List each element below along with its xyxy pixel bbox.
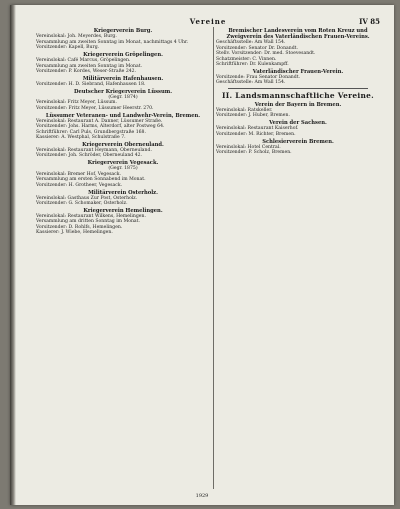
- entry-title: Vaterländischer Frauen-Verein.: [252, 69, 344, 76]
- directory-entry: [216, 139, 380, 156]
- running-header: [36, 17, 380, 27]
- entry-title: Militärverein Osterholz.: [88, 189, 158, 196]
- entry-line: Versammlung am zweiten Sonntag im Monat, nachmittags 4 Uhr.: [36, 39, 189, 45]
- entry-line: Schriftführer: Dr. Kulenkampff.: [216, 62, 289, 68]
- entry-line: Vereinslokal: Restaurant A. Danner, Lüssumer Straße.: [36, 118, 163, 124]
- entry-title: Kriegerverein Oberneuland.: [82, 142, 164, 149]
- entry-line: Vorsitzender: G. Schomaker, Osterholz.: [36, 201, 128, 207]
- section-divider: [228, 88, 368, 89]
- directory-entry: [216, 28, 380, 67]
- entry-line: Vorsitzender: P. Scholz, Bremen.: [216, 150, 292, 156]
- directory-entry: [36, 190, 210, 207]
- directory-entry: [36, 113, 210, 141]
- directory-entry: [216, 120, 380, 137]
- entry-note: (Gegr. 1875): [108, 166, 138, 172]
- entry-line: Vorsitzender: J. Huber, Bremen.: [216, 113, 290, 119]
- entry-line: Vorsitzender: Fritz Meyer, Lüssumer Heerstr. 270.: [36, 105, 154, 111]
- entry-line: Vereinslokal: Restaurant Heymann, Oberneuland.: [36, 148, 152, 154]
- entry-line: Kassierer: A. Westphal, Schulstraße 7.: [36, 135, 126, 141]
- entry-line: Schatzmeister: C. Vinnen.: [216, 56, 277, 62]
- entry-line: Vorsitzender: H. D. Siebrand, Hafenhausen 18.: [36, 82, 146, 88]
- entry-line: Versammlung am zweiten Sonntag im Monat.: [36, 63, 143, 69]
- directory-entry: [36, 160, 210, 188]
- entry-title: Kriegerverein Hemelingen.: [83, 208, 163, 215]
- directory-entry: [36, 142, 210, 159]
- entry-line: Vorsitzender: D. Rohlfs, Hemelingen.: [36, 224, 123, 230]
- entry-line: Vereinslokal: Café Marcus, Gröpelingen.: [36, 58, 131, 64]
- entry-title: Kriegerverein Gröpelingen.: [83, 52, 163, 59]
- entry-line: Schriftführer: Carl Puls, Grundbergstraße 168.: [36, 129, 146, 135]
- entry-title: Lüssumer Veteranen- und Landwehr-Verein, Bremen.: [45, 112, 201, 119]
- footer-mark: 1929: [195, 493, 209, 499]
- entry-title: Verein der Bayern in Bremen.: [254, 101, 342, 108]
- entry-line: Vereinslokal: Restaurant Kaiserhof.: [216, 126, 299, 132]
- entry-title: Kriegerverein Burg.: [93, 28, 153, 35]
- directory-entry: [36, 76, 210, 87]
- directory-entry: [216, 69, 380, 86]
- entry-line: Vorsitzender: Kapell, Burg.: [36, 45, 100, 51]
- entry-line: Vorsitzender: P. Kordes, Weser-Straße 242.: [36, 69, 137, 75]
- entry-title: Deutscher Kriegerverein Lüssum.: [73, 89, 173, 96]
- directory-entry: [36, 52, 210, 74]
- entry-line: Versammlung am dritten Sonntag im Monat.: [36, 219, 140, 225]
- entry-title: Bremischer Landesverein vom Roten Kreuz und Zweigverein des Vaterländischen Frauen-Vereins.: [226, 28, 370, 41]
- right-column-entries: [216, 28, 380, 85]
- entry-title: Schlesierverein Bremen.: [262, 138, 334, 145]
- entry-line: Vorsitzender: Johs. Harms, Alterdorf, alter Postweg 64.: [36, 124, 165, 130]
- entry-line: Vereinslokal: Fritz Meyer, Lüssum.: [36, 100, 117, 106]
- entry-line: Vorsitzender: Joh. Schröder, Oberneuland 42.: [36, 153, 143, 159]
- entry-line: Stellv. Vorsitzender: Dr. med. Stoevesandt.: [216, 51, 316, 57]
- entry-title: Verein der Sachsen.: [269, 120, 327, 127]
- entry-line: Geschäftsstelle: Am Wall 154.: [216, 40, 286, 46]
- column-divider: [213, 27, 214, 489]
- entry-line: Vorsitzender: Senator Dr. Donandt.: [216, 45, 298, 51]
- page-number: IV 85: [359, 17, 380, 26]
- directory-entry: [36, 208, 210, 236]
- entry-line: Vereinslokal: Gasthaus Zur Post, Osterholz.: [36, 195, 138, 201]
- book-page: [10, 5, 394, 505]
- entry-line: Vereinslokal: Bremer Hof, Vegesack.: [36, 171, 121, 177]
- entry-line: Versammlung am ersten Sonnabend im Monat.: [36, 177, 146, 183]
- directory-entry: [216, 102, 380, 119]
- entry-line: Geschäftsstelle: Am Wall 154.: [216, 80, 286, 86]
- book-spine-shadow: [10, 5, 16, 505]
- section-title: II. Landsmannschaftliche Vereine.: [222, 90, 374, 100]
- entry-line: Kassierer: J. Wiebe, Hemelingen.: [36, 230, 113, 236]
- entry-title: Kriegerverein Vegesack.: [87, 160, 159, 167]
- entry-line: Vorsitzender: M. Richter, Bremen.: [216, 131, 296, 137]
- directory-entry: [36, 28, 210, 50]
- section-entries: [216, 102, 380, 156]
- directory-entry: [36, 89, 210, 111]
- entry-line: Vorsitzender: H. Grotheer, Vegesack.: [36, 182, 123, 188]
- right-column: [216, 27, 380, 489]
- entry-line: Vereinslokal: Hotel Central.: [216, 144, 281, 150]
- left-column: [36, 27, 210, 489]
- entry-line: Vereinslokal: Joh. Meyerdes, Burg.: [36, 34, 117, 40]
- entry-line: Vereinslokal: Restaurant Wilkens, Hemelingen.: [36, 214, 146, 220]
- entry-line: Vorsitzende: Frau Senator Donandt.: [216, 75, 301, 81]
- running-header-title: Vereine: [189, 17, 227, 26]
- entry-line: Vereinslokal: Ratskeller.: [216, 107, 273, 113]
- entry-title: Militärverein Hafenhausen.: [82, 76, 164, 83]
- entry-note: (Gegr. 1874): [108, 95, 138, 101]
